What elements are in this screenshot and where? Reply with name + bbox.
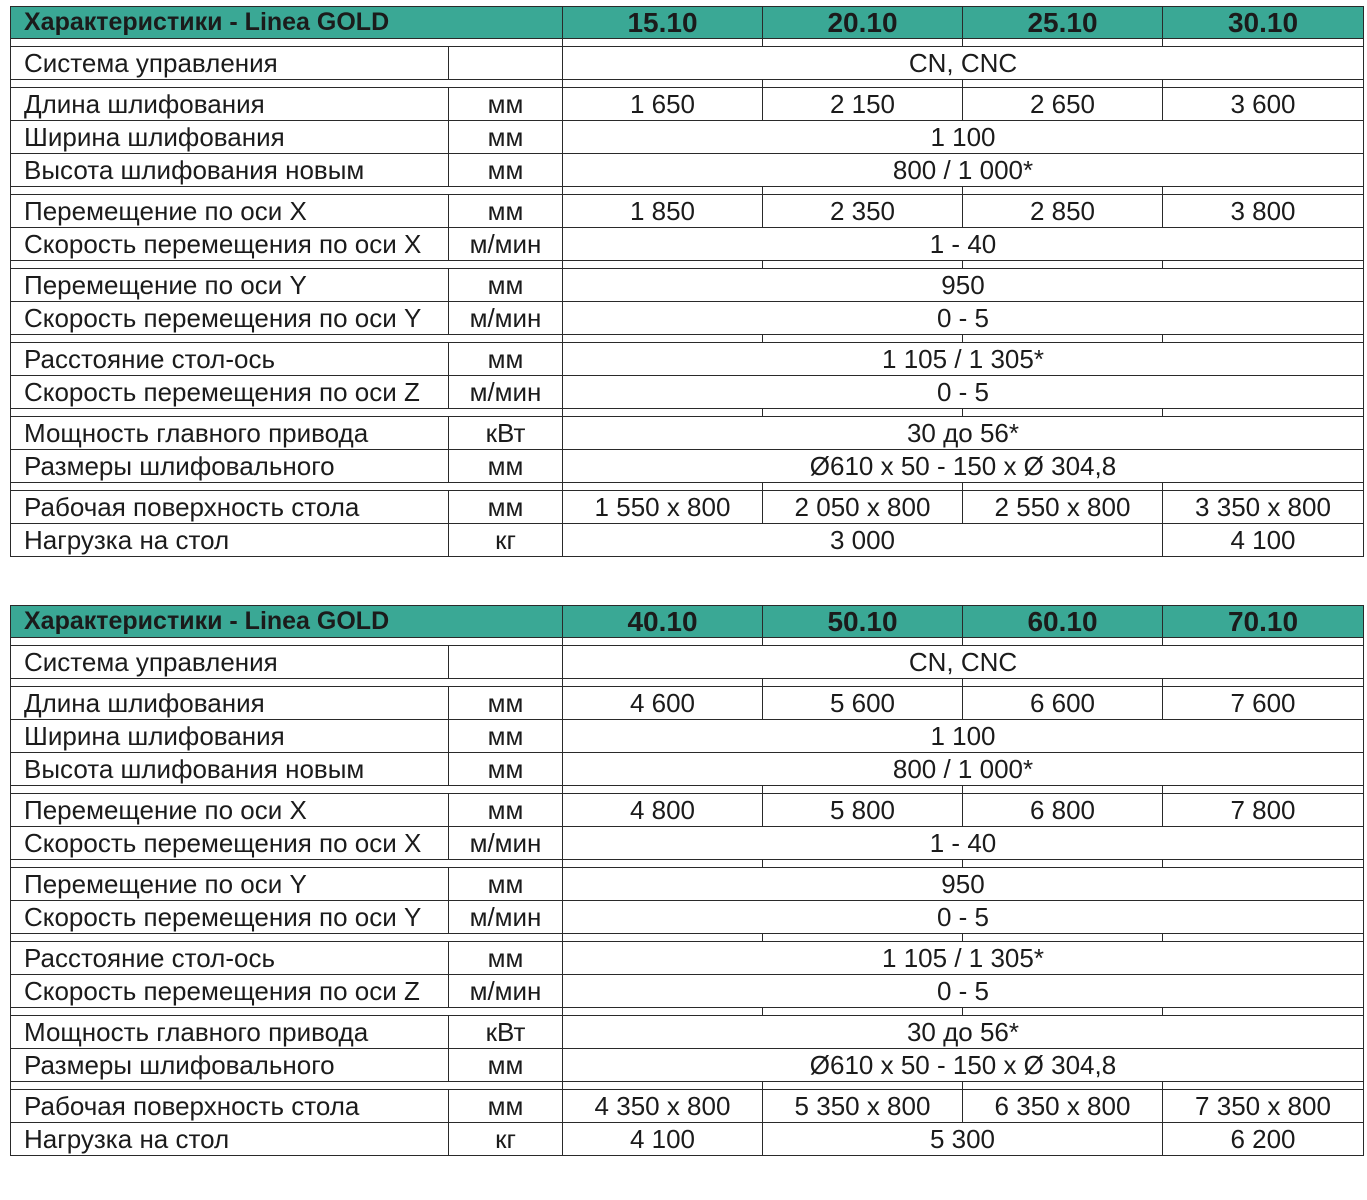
- row-value: 5 350 x 800: [763, 1090, 963, 1123]
- row-unit: кВт: [449, 1016, 563, 1049]
- row-label: Перемещение по оси Y: [11, 269, 449, 302]
- row-value: 2 150: [763, 88, 963, 121]
- separator-cell: [1163, 39, 1364, 47]
- row-value: 3 600: [1163, 88, 1364, 121]
- row-value: 3 000: [563, 524, 1163, 557]
- spec-table-body: [11, 606, 1364, 1156]
- separator-cell: [963, 335, 1163, 343]
- table-row: [11, 376, 1364, 409]
- row-label: Перемещение по оси Y: [11, 868, 449, 901]
- row-unit: мм: [449, 720, 563, 753]
- table-row: [11, 1090, 1364, 1123]
- separator-cell: [1163, 638, 1364, 646]
- row-unit: м/мин: [449, 901, 563, 934]
- row-value: 2 050 x 800: [763, 491, 963, 524]
- row-label: Длина шлифования: [11, 687, 449, 720]
- table-row: [11, 88, 1364, 121]
- row-unit: кВт: [449, 417, 563, 450]
- row-unit: мм: [449, 88, 563, 121]
- separator-cell: [763, 335, 963, 343]
- group-separator: [11, 409, 1364, 417]
- table-row: [11, 47, 1364, 80]
- row-value: 4 350 x 800: [563, 1090, 763, 1123]
- row-label: Ширина шлифования: [11, 121, 449, 154]
- separator-cell: [563, 261, 763, 269]
- table-row: [11, 269, 1364, 302]
- table-row: [11, 975, 1364, 1008]
- model-header: 25.10: [963, 7, 1163, 39]
- table-row: [11, 228, 1364, 261]
- row-value: 800 / 1 000*: [563, 753, 1364, 786]
- row-unit: [449, 47, 563, 80]
- model-header: 30.10: [1163, 7, 1364, 39]
- separator-cell: [563, 409, 763, 417]
- separator-cell: [1163, 80, 1364, 88]
- row-unit: мм: [449, 687, 563, 720]
- row-label: Размеры шлифовального: [11, 450, 449, 483]
- spec-table-1: [10, 6, 1364, 557]
- table-row: [11, 302, 1364, 335]
- row-value: 1 - 40: [563, 827, 1364, 860]
- separator-cell: [11, 39, 563, 47]
- group-separator: [11, 483, 1364, 491]
- row-unit: мм: [449, 942, 563, 975]
- separator-cell: [1163, 1082, 1364, 1090]
- separator-cell: [563, 483, 763, 491]
- row-unit: мм: [449, 491, 563, 524]
- separator-cell: [1163, 786, 1364, 794]
- row-label: Мощность главного привода: [11, 417, 449, 450]
- separator-cell: [763, 934, 963, 942]
- table-row: [11, 794, 1364, 827]
- row-label: Перемещение по оси X: [11, 195, 449, 228]
- row-label: Скорость перемещения по оси X: [11, 827, 449, 860]
- separator-cell: [763, 483, 963, 491]
- row-unit: м/мин: [449, 827, 563, 860]
- table-title: Характеристики - Linea GOLD: [11, 606, 563, 638]
- row-value: 30 до 56*: [563, 1016, 1364, 1049]
- table-row: [11, 195, 1364, 228]
- separator-cell: [1163, 187, 1364, 195]
- table-row: [11, 827, 1364, 860]
- separator-cell: [763, 638, 963, 646]
- separator-cell: [1163, 934, 1364, 942]
- table-row: [11, 1049, 1364, 1082]
- row-value: 2 650: [963, 88, 1163, 121]
- group-separator: [11, 786, 1364, 794]
- row-label: Система управления: [11, 47, 449, 80]
- group-separator: [11, 860, 1364, 868]
- separator-cell: [11, 679, 563, 687]
- model-header: 15.10: [563, 7, 763, 39]
- row-value: 950: [563, 269, 1364, 302]
- row-value: 2 350: [763, 195, 963, 228]
- table-row: [11, 1016, 1364, 1049]
- row-value: 6 800: [963, 794, 1163, 827]
- separator-cell: [563, 934, 763, 942]
- row-unit: кг: [449, 1123, 563, 1156]
- group-separator: [11, 679, 1364, 687]
- separator-cell: [963, 409, 1163, 417]
- row-value: 3 350 x 800: [1163, 491, 1364, 524]
- group-separator: [11, 934, 1364, 942]
- separator-cell: [563, 1008, 763, 1016]
- row-label: Нагрузка на стол: [11, 524, 449, 557]
- group-separator: [11, 335, 1364, 343]
- separator-cell: [763, 679, 963, 687]
- row-unit: [449, 646, 563, 679]
- separator-cell: [763, 1082, 963, 1090]
- separator-cell: [963, 80, 1163, 88]
- separator-cell: [963, 679, 1163, 687]
- separator-cell: [963, 483, 1163, 491]
- row-value: 6 600: [963, 687, 1163, 720]
- row-unit: мм: [449, 1049, 563, 1082]
- separator-cell: [563, 187, 763, 195]
- separator-cell: [963, 1082, 1163, 1090]
- separator-cell: [963, 860, 1163, 868]
- separator-cell: [1163, 679, 1364, 687]
- row-value: 30 до 56*: [563, 417, 1364, 450]
- table-header-row: [11, 7, 1364, 39]
- row-value: 1 105 / 1 305*: [563, 343, 1364, 376]
- row-value: 2 550 x 800: [963, 491, 1163, 524]
- row-unit: мм: [449, 868, 563, 901]
- separator-cell: [963, 187, 1163, 195]
- table-row: [11, 524, 1364, 557]
- separator-cell: [963, 261, 1163, 269]
- separator-cell: [563, 786, 763, 794]
- table-row: [11, 687, 1364, 720]
- table-header-row: [11, 606, 1364, 638]
- row-label: Перемещение по оси X: [11, 794, 449, 827]
- row-label: Скорость перемещения по оси X: [11, 228, 449, 261]
- separator-cell: [563, 679, 763, 687]
- row-label: Мощность главного привода: [11, 1016, 449, 1049]
- row-value: 5 800: [763, 794, 963, 827]
- separator-cell: [11, 335, 563, 343]
- row-value: 4 800: [563, 794, 763, 827]
- spec-table-2: [10, 605, 1364, 1156]
- row-value: 1 650: [563, 88, 763, 121]
- row-value: 950: [563, 868, 1364, 901]
- separator-cell: [563, 1082, 763, 1090]
- row-label: Нагрузка на стол: [11, 1123, 449, 1156]
- row-value: 0 - 5: [563, 302, 1364, 335]
- model-header: 60.10: [963, 606, 1163, 638]
- table-row: [11, 901, 1364, 934]
- group-separator: [11, 1008, 1364, 1016]
- separator-cell: [11, 187, 563, 195]
- row-label: Расстояние стол-ось: [11, 343, 449, 376]
- separator-cell: [11, 1082, 563, 1090]
- separator-cell: [763, 187, 963, 195]
- row-label: Система управления: [11, 646, 449, 679]
- row-value: 0 - 5: [563, 901, 1364, 934]
- row-unit: мм: [449, 269, 563, 302]
- separator-cell: [1163, 261, 1364, 269]
- row-label: Расстояние стол-ось: [11, 942, 449, 975]
- table-row: [11, 1123, 1364, 1156]
- row-value: 2 850: [963, 195, 1163, 228]
- row-unit: м/мин: [449, 975, 563, 1008]
- row-label: Длина шлифования: [11, 88, 449, 121]
- row-value: 1 850: [563, 195, 763, 228]
- row-unit: мм: [449, 1090, 563, 1123]
- table-row: [11, 417, 1364, 450]
- model-header: 70.10: [1163, 606, 1364, 638]
- group-separator: [11, 80, 1364, 88]
- separator-cell: [11, 80, 563, 88]
- separator-cell: [763, 39, 963, 47]
- row-value: 800 / 1 000*: [563, 154, 1364, 187]
- row-value: 4 100: [563, 1123, 763, 1156]
- separator-cell: [1163, 409, 1364, 417]
- row-value: 1 100: [563, 121, 1364, 154]
- row-value: 3 800: [1163, 195, 1364, 228]
- row-label: Рабочая поверхность стола: [11, 1090, 449, 1123]
- row-value: 7 800: [1163, 794, 1364, 827]
- separator-cell: [11, 638, 563, 646]
- separator-cell: [963, 39, 1163, 47]
- row-value: CN, CNC: [563, 47, 1364, 80]
- row-label: Рабочая поверхность стола: [11, 491, 449, 524]
- separator-cell: [1163, 483, 1364, 491]
- group-separator: [11, 1082, 1364, 1090]
- table-row: [11, 720, 1364, 753]
- separator-cell: [563, 39, 763, 47]
- row-unit: м/мин: [449, 228, 563, 261]
- row-label: Скорость перемещения по оси Y: [11, 901, 449, 934]
- model-header: 40.10: [563, 606, 763, 638]
- separator-cell: [763, 261, 963, 269]
- row-label: Скорость перемещения по оси Z: [11, 975, 449, 1008]
- row-value: 0 - 5: [563, 376, 1364, 409]
- row-value: 5 300: [763, 1123, 1163, 1156]
- row-value: 6 200: [1163, 1123, 1364, 1156]
- separator-cell: [763, 786, 963, 794]
- row-value: Ø610 x 50 - 150 x Ø 304,8: [563, 1049, 1364, 1082]
- separator-cell: [11, 409, 563, 417]
- row-value: 5 600: [763, 687, 963, 720]
- separator-cell: [563, 335, 763, 343]
- row-unit: мм: [449, 753, 563, 786]
- separator-cell: [963, 1008, 1163, 1016]
- table-row: [11, 450, 1364, 483]
- row-value: 4 600: [563, 687, 763, 720]
- model-header: 50.10: [763, 606, 963, 638]
- spec-table-body: [11, 7, 1364, 557]
- row-unit: мм: [449, 794, 563, 827]
- separator-cell: [11, 786, 563, 794]
- row-value: 7 600: [1163, 687, 1364, 720]
- separator-cell: [11, 483, 563, 491]
- row-value: 1 - 40: [563, 228, 1364, 261]
- table-row: [11, 343, 1364, 376]
- row-label: Скорость перемещения по оси Z: [11, 376, 449, 409]
- table-row: [11, 753, 1364, 786]
- row-label: Скорость перемещения по оси Y: [11, 302, 449, 335]
- row-value: Ø610 x 50 - 150 x Ø 304,8: [563, 450, 1364, 483]
- separator-cell: [963, 786, 1163, 794]
- separator-cell: [1163, 860, 1364, 868]
- row-unit: мм: [449, 343, 563, 376]
- row-value: 4 100: [1163, 524, 1364, 557]
- table-row: [11, 646, 1364, 679]
- separator-cell: [763, 860, 963, 868]
- group-separator: [11, 638, 1364, 646]
- row-value: CN, CNC: [563, 646, 1364, 679]
- row-unit: мм: [449, 154, 563, 187]
- table-row: [11, 491, 1364, 524]
- row-unit: кг: [449, 524, 563, 557]
- separator-cell: [11, 934, 563, 942]
- row-unit: мм: [449, 195, 563, 228]
- separator-cell: [963, 638, 1163, 646]
- table-row: [11, 121, 1364, 154]
- model-header: 20.10: [763, 7, 963, 39]
- separator-cell: [763, 1008, 963, 1016]
- separator-cell: [11, 860, 563, 868]
- row-unit: мм: [449, 450, 563, 483]
- row-value: 6 350 x 800: [963, 1090, 1163, 1123]
- table-row: [11, 868, 1364, 901]
- separator-cell: [763, 80, 963, 88]
- row-unit: мм: [449, 121, 563, 154]
- table-row: [11, 942, 1364, 975]
- separator-cell: [563, 638, 763, 646]
- row-unit: м/мин: [449, 302, 563, 335]
- row-value: 1 105 / 1 305*: [563, 942, 1364, 975]
- separator-cell: [963, 934, 1163, 942]
- group-separator: [11, 261, 1364, 269]
- separator-cell: [11, 1008, 563, 1016]
- row-label: Высота шлифования новым: [11, 154, 449, 187]
- group-separator: [11, 187, 1364, 195]
- row-value: 0 - 5: [563, 975, 1364, 1008]
- row-value: 7 350 x 800: [1163, 1090, 1364, 1123]
- separator-cell: [1163, 1008, 1364, 1016]
- separator-cell: [1163, 335, 1364, 343]
- row-label: Высота шлифования новым: [11, 753, 449, 786]
- row-unit: м/мин: [449, 376, 563, 409]
- row-value: 1 550 x 800: [563, 491, 763, 524]
- table-title: Характеристики - Linea GOLD: [11, 7, 563, 39]
- group-separator: [11, 39, 1364, 47]
- separator-cell: [11, 261, 563, 269]
- separator-cell: [563, 860, 763, 868]
- separator-cell: [763, 409, 963, 417]
- separator-cell: [563, 80, 763, 88]
- table-row: [11, 154, 1364, 187]
- row-label: Ширина шлифования: [11, 720, 449, 753]
- row-label: Размеры шлифовального: [11, 1049, 449, 1082]
- row-value: 1 100: [563, 720, 1364, 753]
